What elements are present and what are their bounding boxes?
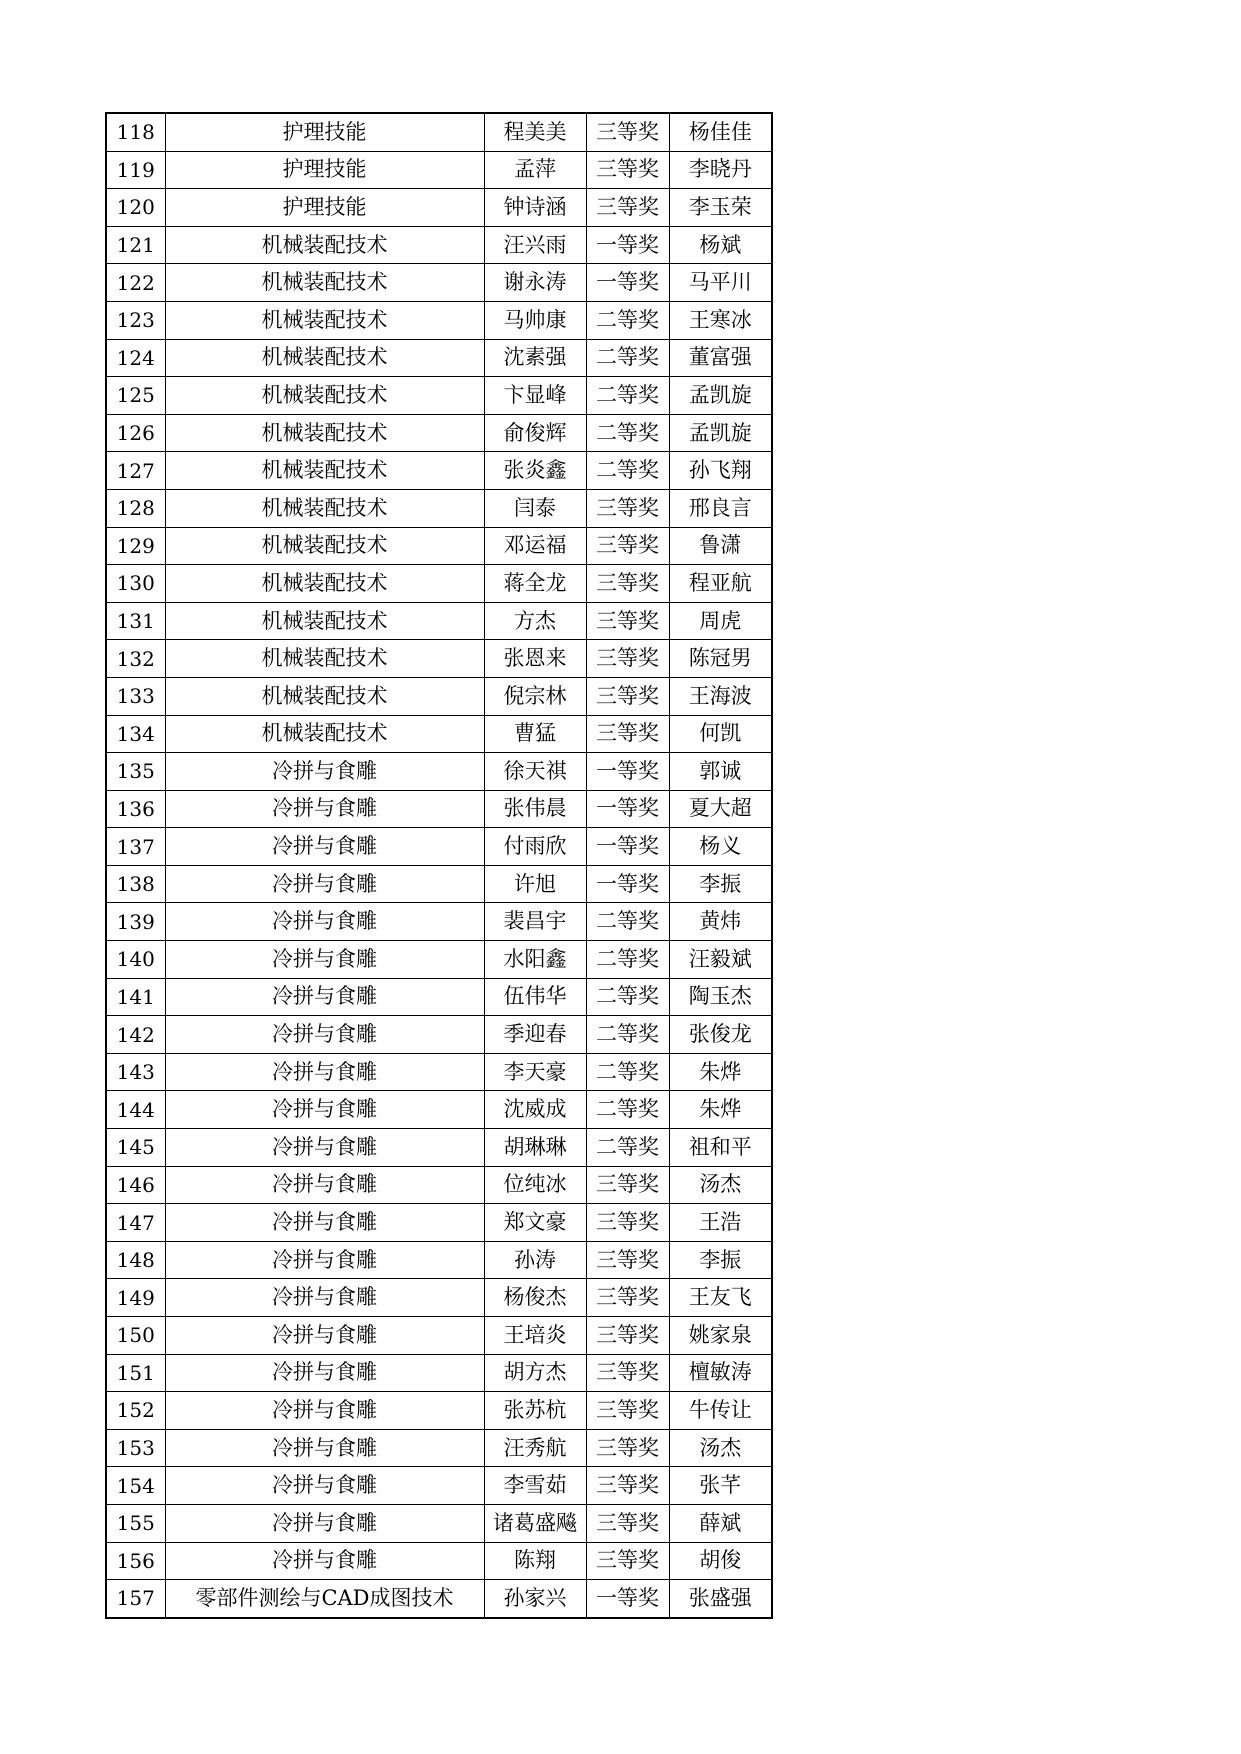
- row-number-cell: 118: [106, 113, 165, 151]
- table-row: [106, 790, 772, 828]
- event-cell: 机械装配技术: [165, 715, 484, 753]
- teacher-name-cell: 周虎: [669, 602, 772, 640]
- row-number-cell: 122: [106, 264, 165, 302]
- table-row: [106, 414, 772, 452]
- award-level-cell: 三等奖: [586, 1204, 669, 1242]
- teacher-name-cell: 孟凯旋: [669, 377, 772, 415]
- table-row: [106, 828, 772, 866]
- teacher-name-cell: 董富强: [669, 339, 772, 377]
- teacher-name-cell: 何凯: [669, 715, 772, 753]
- student-name-cell: 邓运福: [484, 527, 586, 565]
- teacher-name-cell: 邢良言: [669, 489, 772, 527]
- award-table: [105, 112, 773, 1619]
- teacher-name-cell: 王浩: [669, 1204, 772, 1242]
- table-row: [106, 1129, 772, 1167]
- event-cell: 冷拼与食雕: [165, 1091, 484, 1129]
- student-name-cell: 钟诗涵: [484, 189, 586, 227]
- event-cell: 冷拼与食雕: [165, 1317, 484, 1355]
- row-number-cell: 150: [106, 1317, 165, 1355]
- award-level-cell: 一等奖: [586, 828, 669, 866]
- row-number-cell: 134: [106, 715, 165, 753]
- event-cell: 冷拼与食雕: [165, 1129, 484, 1167]
- teacher-name-cell: 夏大超: [669, 790, 772, 828]
- student-name-cell: 伍伟华: [484, 978, 586, 1016]
- award-level-cell: 三等奖: [586, 1392, 669, 1430]
- award-level-cell: 三等奖: [586, 1279, 669, 1317]
- award-level-cell: 三等奖: [586, 151, 669, 189]
- award-level-cell: 二等奖: [586, 1016, 669, 1054]
- event-cell: 机械装配技术: [165, 414, 484, 452]
- student-name-cell: 王培炎: [484, 1317, 586, 1355]
- event-cell: 冷拼与食雕: [165, 753, 484, 791]
- row-number-cell: 139: [106, 903, 165, 941]
- award-level-cell: 二等奖: [586, 339, 669, 377]
- row-number-cell: 121: [106, 226, 165, 264]
- teacher-name-cell: 杨斌: [669, 226, 772, 264]
- award-level-cell: 三等奖: [586, 1542, 669, 1580]
- event-cell: 机械装配技术: [165, 640, 484, 678]
- event-cell: 冷拼与食雕: [165, 1016, 484, 1054]
- event-cell: 冷拼与食雕: [165, 903, 484, 941]
- student-name-cell: 曹猛: [484, 715, 586, 753]
- student-name-cell: 胡方杰: [484, 1354, 586, 1392]
- teacher-name-cell: 李玉荣: [669, 189, 772, 227]
- row-number-cell: 153: [106, 1429, 165, 1467]
- table-row: [106, 1429, 772, 1467]
- event-cell: 机械装配技术: [165, 377, 484, 415]
- award-level-cell: 三等奖: [586, 1166, 669, 1204]
- table-row: [106, 753, 772, 791]
- row-number-cell: 120: [106, 189, 165, 227]
- award-level-cell: 三等奖: [586, 113, 669, 151]
- student-name-cell: 汪秀航: [484, 1429, 586, 1467]
- row-number-cell: 145: [106, 1129, 165, 1167]
- award-level-cell: 二等奖: [586, 301, 669, 339]
- event-cell: 护理技能: [165, 113, 484, 151]
- award-level-cell: 二等奖: [586, 903, 669, 941]
- event-cell: 机械装配技术: [165, 226, 484, 264]
- award-level-cell: 三等奖: [586, 189, 669, 227]
- row-number-cell: 125: [106, 377, 165, 415]
- table-row: [106, 189, 772, 227]
- award-level-cell: 三等奖: [586, 715, 669, 753]
- event-cell: 冷拼与食雕: [165, 1504, 484, 1542]
- student-name-cell: 水阳鑫: [484, 941, 586, 979]
- event-cell: 护理技能: [165, 189, 484, 227]
- row-number-cell: 151: [106, 1354, 165, 1392]
- table-row: [106, 527, 772, 565]
- teacher-name-cell: 李振: [669, 1241, 772, 1279]
- teacher-name-cell: 王海波: [669, 677, 772, 715]
- teacher-name-cell: 孟凯旋: [669, 414, 772, 452]
- table-row: [106, 1204, 772, 1242]
- row-number-cell: 146: [106, 1166, 165, 1204]
- student-name-cell: 卞显峰: [484, 377, 586, 415]
- table-row: [106, 226, 772, 264]
- award-level-cell: 二等奖: [586, 377, 669, 415]
- teacher-name-cell: 陈冠男: [669, 640, 772, 678]
- event-cell: 冷拼与食雕: [165, 1166, 484, 1204]
- student-name-cell: 汪兴雨: [484, 226, 586, 264]
- event-cell: 零部件测绘与CAD成图技术: [165, 1580, 484, 1618]
- table-row: [106, 640, 772, 678]
- row-number-cell: 131: [106, 602, 165, 640]
- award-level-cell: 三等奖: [586, 1429, 669, 1467]
- student-name-cell: 倪宗林: [484, 677, 586, 715]
- row-number-cell: 133: [106, 677, 165, 715]
- student-name-cell: 蒋全龙: [484, 565, 586, 603]
- row-number-cell: 142: [106, 1016, 165, 1054]
- row-number-cell: 129: [106, 527, 165, 565]
- event-cell: 冷拼与食雕: [165, 790, 484, 828]
- teacher-name-cell: 李晓丹: [669, 151, 772, 189]
- table-row: [106, 1542, 772, 1580]
- award-level-cell: 二等奖: [586, 452, 669, 490]
- teacher-name-cell: 胡俊: [669, 1542, 772, 1580]
- table-row: [106, 339, 772, 377]
- teacher-name-cell: 王友飞: [669, 1279, 772, 1317]
- table-row: [106, 1504, 772, 1542]
- student-name-cell: 诸葛盛飚: [484, 1504, 586, 1542]
- award-level-cell: 三等奖: [586, 1354, 669, 1392]
- award-level-cell: 三等奖: [586, 1504, 669, 1542]
- table-row: [106, 1392, 772, 1430]
- student-name-cell: 谢永涛: [484, 264, 586, 302]
- teacher-name-cell: 程亚航: [669, 565, 772, 603]
- row-number-cell: 138: [106, 865, 165, 903]
- student-name-cell: 马帅康: [484, 301, 586, 339]
- award-level-cell: 三等奖: [586, 640, 669, 678]
- row-number-cell: 147: [106, 1204, 165, 1242]
- event-cell: 冷拼与食雕: [165, 1429, 484, 1467]
- event-cell: 冷拼与食雕: [165, 1279, 484, 1317]
- row-number-cell: 130: [106, 565, 165, 603]
- award-level-cell: 二等奖: [586, 414, 669, 452]
- table-row: [106, 1467, 772, 1505]
- award-level-cell: 一等奖: [586, 865, 669, 903]
- award-level-cell: 三等奖: [586, 1317, 669, 1355]
- row-number-cell: 140: [106, 941, 165, 979]
- student-name-cell: 张炎鑫: [484, 452, 586, 490]
- award-level-cell: 二等奖: [586, 941, 669, 979]
- table-row: [106, 377, 772, 415]
- teacher-name-cell: 汤杰: [669, 1429, 772, 1467]
- event-cell: 冷拼与食雕: [165, 865, 484, 903]
- student-name-cell: 裴昌宇: [484, 903, 586, 941]
- teacher-name-cell: 张盛强: [669, 1580, 772, 1618]
- award-level-cell: 一等奖: [586, 1580, 669, 1618]
- row-number-cell: 141: [106, 978, 165, 1016]
- award-level-cell: 一等奖: [586, 790, 669, 828]
- row-number-cell: 126: [106, 414, 165, 452]
- event-cell: 冷拼与食雕: [165, 1392, 484, 1430]
- event-cell: 机械装配技术: [165, 264, 484, 302]
- table-row: [106, 978, 772, 1016]
- table-row: [106, 1166, 772, 1204]
- row-number-cell: 149: [106, 1279, 165, 1317]
- student-name-cell: 李雪茹: [484, 1467, 586, 1505]
- student-name-cell: 徐天祺: [484, 753, 586, 791]
- teacher-name-cell: 黄炜: [669, 903, 772, 941]
- table-row: [106, 151, 772, 189]
- row-number-cell: 152: [106, 1392, 165, 1430]
- teacher-name-cell: 朱烨: [669, 1091, 772, 1129]
- row-number-cell: 137: [106, 828, 165, 866]
- student-name-cell: 程美美: [484, 113, 586, 151]
- event-cell: 冷拼与食雕: [165, 1354, 484, 1392]
- student-name-cell: 孟萍: [484, 151, 586, 189]
- student-name-cell: 张伟晨: [484, 790, 586, 828]
- table-row: [106, 1279, 772, 1317]
- teacher-name-cell: 薛斌: [669, 1504, 772, 1542]
- teacher-name-cell: 李振: [669, 865, 772, 903]
- table-row: [106, 113, 772, 151]
- row-number-cell: 128: [106, 489, 165, 527]
- row-number-cell: 132: [106, 640, 165, 678]
- student-name-cell: 陈翔: [484, 1542, 586, 1580]
- teacher-name-cell: 杨佳佳: [669, 113, 772, 151]
- table-row: [106, 1091, 772, 1129]
- row-number-cell: 135: [106, 753, 165, 791]
- event-cell: 冷拼与食雕: [165, 1241, 484, 1279]
- event-cell: 机械装配技术: [165, 527, 484, 565]
- event-cell: 机械装配技术: [165, 677, 484, 715]
- row-number-cell: 148: [106, 1241, 165, 1279]
- student-name-cell: 胡琳琳: [484, 1129, 586, 1167]
- row-number-cell: 119: [106, 151, 165, 189]
- event-cell: 冷拼与食雕: [165, 1467, 484, 1505]
- teacher-name-cell: 马平川: [669, 264, 772, 302]
- award-level-cell: 三等奖: [586, 677, 669, 715]
- teacher-name-cell: 张俊龙: [669, 1016, 772, 1054]
- teacher-name-cell: 牛传让: [669, 1392, 772, 1430]
- teacher-name-cell: 郭诚: [669, 753, 772, 791]
- row-number-cell: 136: [106, 790, 165, 828]
- award-level-cell: 一等奖: [586, 264, 669, 302]
- table-row: [106, 1317, 772, 1355]
- award-level-cell: 二等奖: [586, 1129, 669, 1167]
- student-name-cell: 孙涛: [484, 1241, 586, 1279]
- award-level-cell: 三等奖: [586, 565, 669, 603]
- row-number-cell: 143: [106, 1053, 165, 1091]
- event-cell: 冷拼与食雕: [165, 1204, 484, 1242]
- student-name-cell: 沈素强: [484, 339, 586, 377]
- event-cell: 护理技能: [165, 151, 484, 189]
- table-row: [106, 903, 772, 941]
- row-number-cell: 157: [106, 1580, 165, 1618]
- row-number-cell: 154: [106, 1467, 165, 1505]
- row-number-cell: 144: [106, 1091, 165, 1129]
- table-row: [106, 301, 772, 339]
- student-name-cell: 杨俊杰: [484, 1279, 586, 1317]
- event-cell: 机械装配技术: [165, 339, 484, 377]
- award-level-cell: 一等奖: [586, 753, 669, 791]
- teacher-name-cell: 朱烨: [669, 1053, 772, 1091]
- table-row: [106, 677, 772, 715]
- student-name-cell: 孙家兴: [484, 1580, 586, 1618]
- student-name-cell: 沈威成: [484, 1091, 586, 1129]
- award-level-cell: 二等奖: [586, 1053, 669, 1091]
- row-number-cell: 123: [106, 301, 165, 339]
- table-row: [106, 715, 772, 753]
- event-cell: 冷拼与食雕: [165, 941, 484, 979]
- student-name-cell: 郑文豪: [484, 1204, 586, 1242]
- teacher-name-cell: 汪毅斌: [669, 941, 772, 979]
- table-row: [106, 1580, 772, 1618]
- table-row: [106, 602, 772, 640]
- table-row: [106, 1354, 772, 1392]
- teacher-name-cell: 杨义: [669, 828, 772, 866]
- award-level-cell: 三等奖: [586, 527, 669, 565]
- student-name-cell: 位纯冰: [484, 1166, 586, 1204]
- table-row: [106, 1053, 772, 1091]
- award-level-cell: 三等奖: [586, 602, 669, 640]
- event-cell: 机械装配技术: [165, 565, 484, 603]
- event-cell: 机械装配技术: [165, 489, 484, 527]
- teacher-name-cell: 檀敏涛: [669, 1354, 772, 1392]
- award-level-cell: 三等奖: [586, 489, 669, 527]
- event-cell: 冷拼与食雕: [165, 978, 484, 1016]
- table-row: [106, 452, 772, 490]
- event-cell: 冷拼与食雕: [165, 1053, 484, 1091]
- event-cell: 机械装配技术: [165, 602, 484, 640]
- row-number-cell: 156: [106, 1542, 165, 1580]
- event-cell: 机械装配技术: [165, 301, 484, 339]
- row-number-cell: 124: [106, 339, 165, 377]
- table-row: [106, 865, 772, 903]
- student-name-cell: 方杰: [484, 602, 586, 640]
- student-name-cell: 李天豪: [484, 1053, 586, 1091]
- student-name-cell: 张苏杭: [484, 1392, 586, 1430]
- award-level-cell: 二等奖: [586, 1091, 669, 1129]
- award-level-cell: 三等奖: [586, 1467, 669, 1505]
- student-name-cell: 许旭: [484, 865, 586, 903]
- student-name-cell: 俞俊辉: [484, 414, 586, 452]
- row-number-cell: 127: [106, 452, 165, 490]
- teacher-name-cell: 姚家泉: [669, 1317, 772, 1355]
- teacher-name-cell: 张芊: [669, 1467, 772, 1505]
- teacher-name-cell: 王寒冰: [669, 301, 772, 339]
- teacher-name-cell: 祖和平: [669, 1129, 772, 1167]
- teacher-name-cell: 孙飞翔: [669, 452, 772, 490]
- award-level-cell: 三等奖: [586, 1241, 669, 1279]
- student-name-cell: 季迎春: [484, 1016, 586, 1054]
- student-name-cell: 付雨欣: [484, 828, 586, 866]
- table-row: [106, 489, 772, 527]
- student-name-cell: 张恩来: [484, 640, 586, 678]
- event-cell: 冷拼与食雕: [165, 1542, 484, 1580]
- student-name-cell: 闫泰: [484, 489, 586, 527]
- award-table-body: [106, 113, 772, 1618]
- table-row: [106, 264, 772, 302]
- table-row: [106, 1016, 772, 1054]
- teacher-name-cell: 陶玉杰: [669, 978, 772, 1016]
- event-cell: 机械装配技术: [165, 452, 484, 490]
- teacher-name-cell: 鲁潇: [669, 527, 772, 565]
- award-level-cell: 一等奖: [586, 226, 669, 264]
- award-level-cell: 二等奖: [586, 978, 669, 1016]
- table-row: [106, 565, 772, 603]
- teacher-name-cell: 汤杰: [669, 1166, 772, 1204]
- event-cell: 冷拼与食雕: [165, 828, 484, 866]
- table-row: [106, 941, 772, 979]
- table-row: [106, 1241, 772, 1279]
- row-number-cell: 155: [106, 1504, 165, 1542]
